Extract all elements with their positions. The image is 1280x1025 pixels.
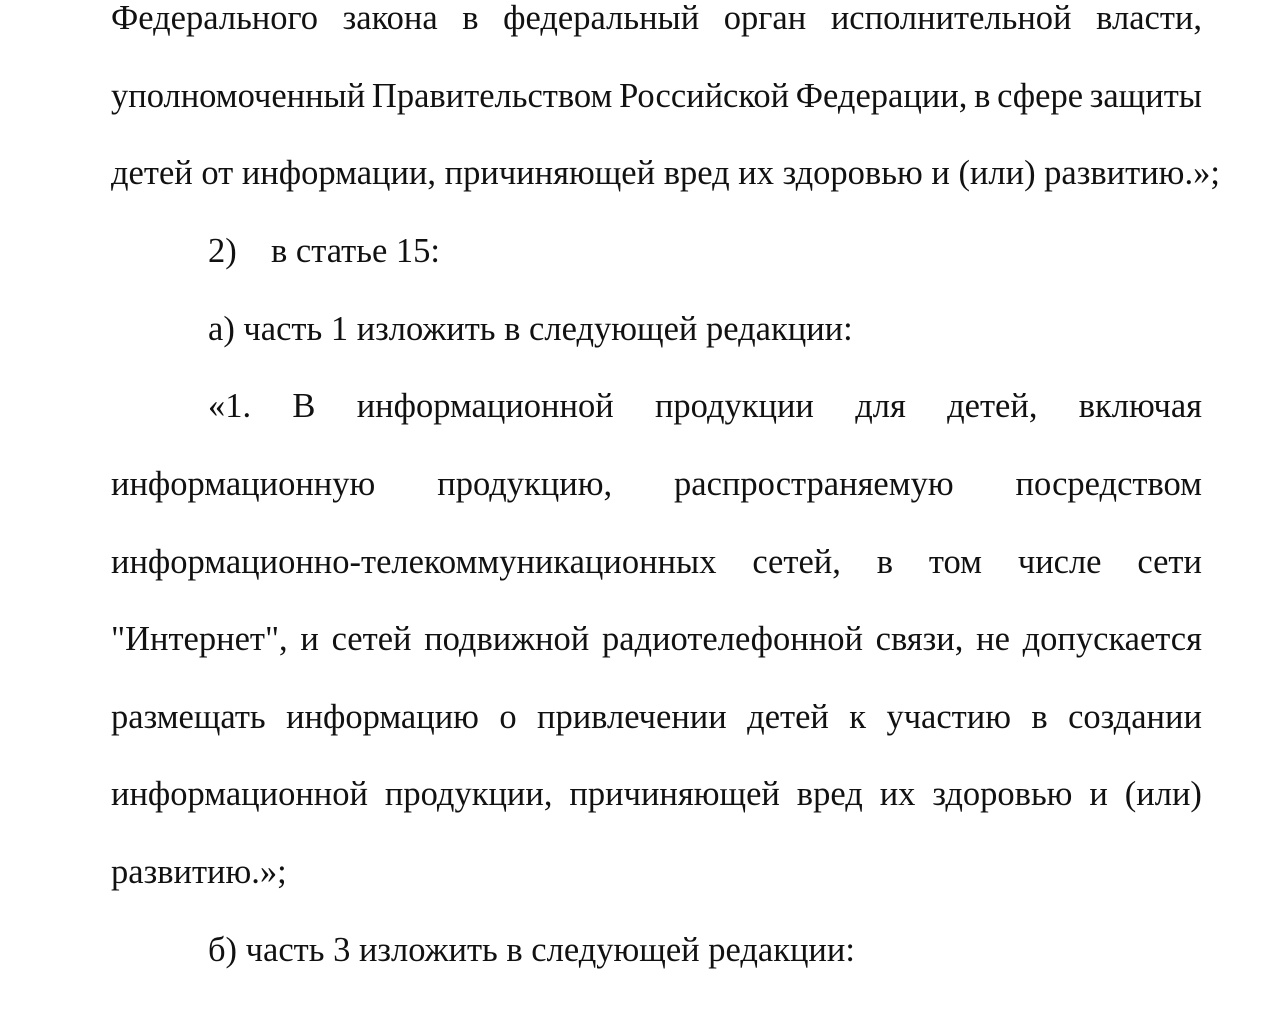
word: не — [976, 620, 1010, 658]
word: о — [499, 698, 517, 736]
word: сети — [1137, 543, 1202, 581]
word: продукцию, — [437, 465, 613, 503]
word: причиняющей — [569, 775, 780, 813]
word: и — [300, 620, 319, 658]
text-line — [111, 617, 1202, 661]
word: вред — [796, 775, 863, 813]
list-item-text: в статье 15: — [271, 232, 440, 270]
word: сетей — [331, 620, 412, 658]
word: в — [462, 0, 479, 37]
word: продукции — [654, 387, 814, 425]
word: сфере — [997, 77, 1084, 115]
list-item-number: 2) — [208, 232, 237, 270]
word: "Интернет", — [111, 620, 288, 658]
text-line: детей от информации, причиняющей вред их здоровью и (или) развитию.»; — [111, 154, 1220, 192]
word: защиты — [1089, 77, 1202, 115]
word: продукции, — [384, 775, 553, 813]
word: и — [1089, 775, 1108, 813]
word: в — [876, 543, 894, 581]
word: их — [879, 775, 916, 813]
word: том — [928, 543, 982, 581]
word: к — [849, 698, 867, 736]
text-line — [111, 462, 1202, 506]
word: «1. — [208, 387, 252, 425]
word: В — [292, 387, 316, 425]
list-item — [208, 229, 1202, 273]
word: посредством — [1015, 465, 1202, 503]
word: детей — [747, 698, 829, 736]
word: связи, — [875, 620, 964, 658]
word: (или) — [1124, 775, 1202, 813]
word: Федерального — [111, 0, 319, 37]
word: федеральный — [503, 0, 700, 37]
text-line: б) часть 3 изложить в следующей редакции: — [208, 931, 855, 969]
word: исполнительной — [830, 0, 1072, 37]
word: привлечении — [537, 698, 727, 736]
word: создании — [1068, 698, 1202, 736]
word: информационную — [111, 465, 376, 503]
word: радиотелефонной — [601, 620, 863, 658]
text-line — [208, 384, 1202, 428]
word: Правительством — [371, 77, 613, 115]
word: включая — [1078, 387, 1202, 425]
text-line — [111, 0, 1202, 40]
word: для — [855, 387, 906, 425]
text-line — [111, 695, 1202, 739]
word: информацию — [286, 698, 479, 736]
word: Федерации, — [795, 77, 968, 115]
word: подвижной — [424, 620, 590, 658]
word: участию — [886, 698, 1011, 736]
word: уполномоченный — [111, 77, 366, 115]
text-line: развитию.»; — [111, 853, 287, 891]
word: информационной — [111, 775, 368, 813]
word: числе — [1017, 543, 1102, 581]
word: в — [974, 77, 991, 115]
word: информационно-телекоммуникационных — [111, 543, 717, 581]
word: в — [1031, 698, 1048, 736]
word: сетей, — [752, 543, 841, 581]
text-line — [111, 772, 1202, 816]
text-line — [111, 540, 1202, 584]
word: распространяемую — [674, 465, 954, 503]
word: детей, — [947, 387, 1038, 425]
text-line: а) часть 1 изложить в следующей редакции: — [208, 310, 853, 348]
word: размещать — [111, 698, 266, 736]
word: здоровью — [932, 775, 1073, 813]
word: закона — [342, 0, 438, 37]
word: Российской — [619, 77, 790, 115]
word: допускается — [1022, 620, 1202, 658]
word: информационной — [356, 387, 614, 425]
word: орган — [723, 0, 807, 37]
word: власти, — [1096, 0, 1202, 37]
text-line — [111, 74, 1202, 118]
